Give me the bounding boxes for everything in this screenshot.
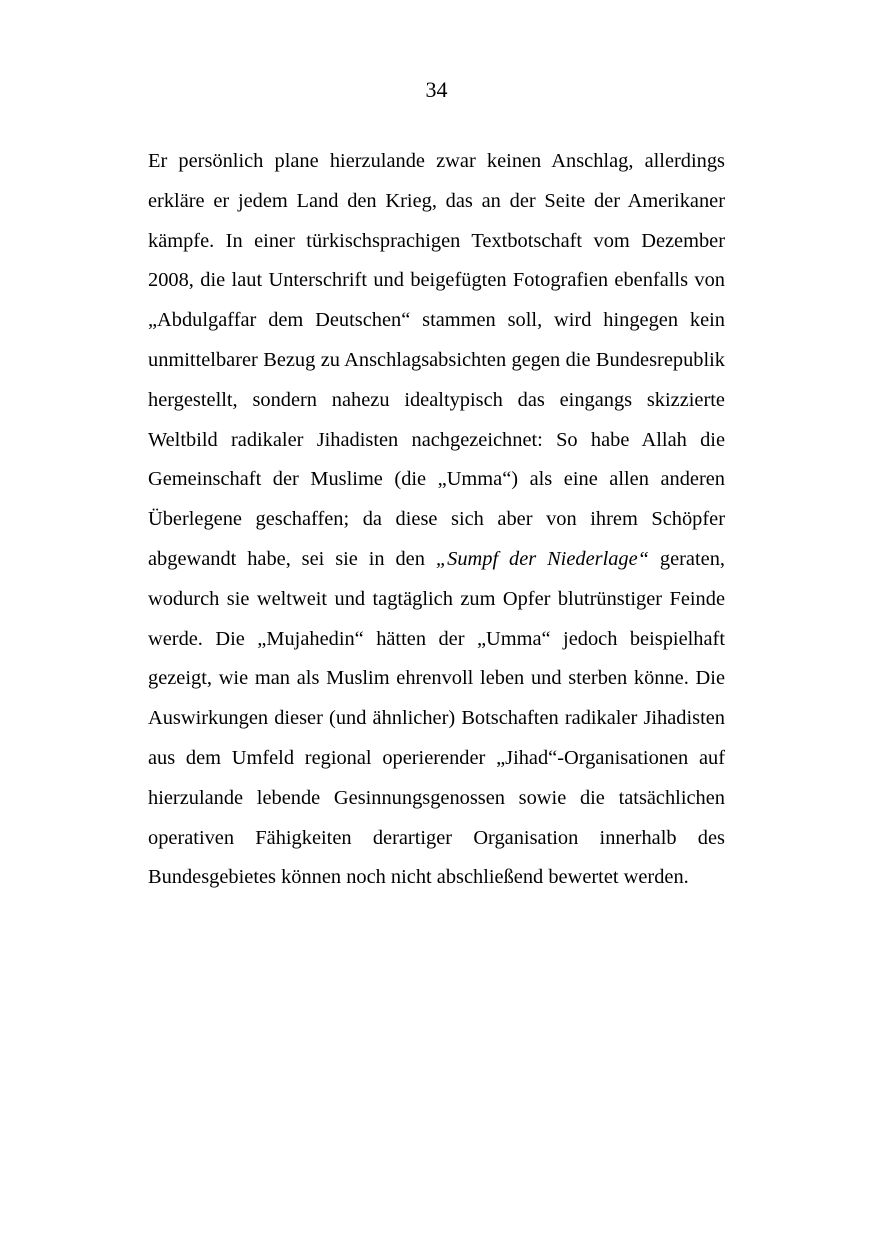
paragraph-text-after-quote: geraten, wodurch sie weltweit und tagtäglich zum Opfer blutrünstiger Feinde werde. Die „Mujahedin“ hätten der „Umma“ jedoch beispielhaft gezeigt, wie man als Muslim ehrenvoll leben und sterben könne. Die Auswirkungen dieser (und ähnlicher) Botschaften radikaler Jihadisten aus dem Umfeld regional operierender „Jihad“-Organisationen auf hierzulande lebende Gesinnungsgenossen sowie die tatsächlichen operativen Fähigkeiten derartiger Organisation innerhalb des Bundesgebietes können noch nicht abschließend bewertet werden. (148, 547, 725, 889)
page-number: 34 (425, 77, 448, 102)
paragraph-text-before-quote: Er persönlich plane hierzulande zwar keinen Anschlag, allerdings erkläre er jedem Land den Krieg, das an der Seite der Amerikaner kämpfe. In einer türkischsprachigen Textbotschaft vom Dezember 2008, die laut Unterschrift und beigefügten Fotografien ebenfalls von „Abdulgaffar dem Deutschen“ stammen soll, wird hingegen kein unmittelbarer Bezug zu Anschlagsabsichten gegen die Bundesrepublik hergestellt, sondern nahezu idealtypisch das eingangs skizzierte Weltbild radikaler Jihadisten nachgezeichnet: So habe Allah die Gemeinschaft der Muslime (die „Umma“) als eine allen anderen Überlegene geschaffen; da diese sich aber von ihrem Schöpfer abgewandt habe, sei sie in den (148, 150, 725, 570)
italic-quote: „Sumpf der Niederlage“ (435, 547, 650, 570)
body-paragraph (148, 142, 725, 898)
